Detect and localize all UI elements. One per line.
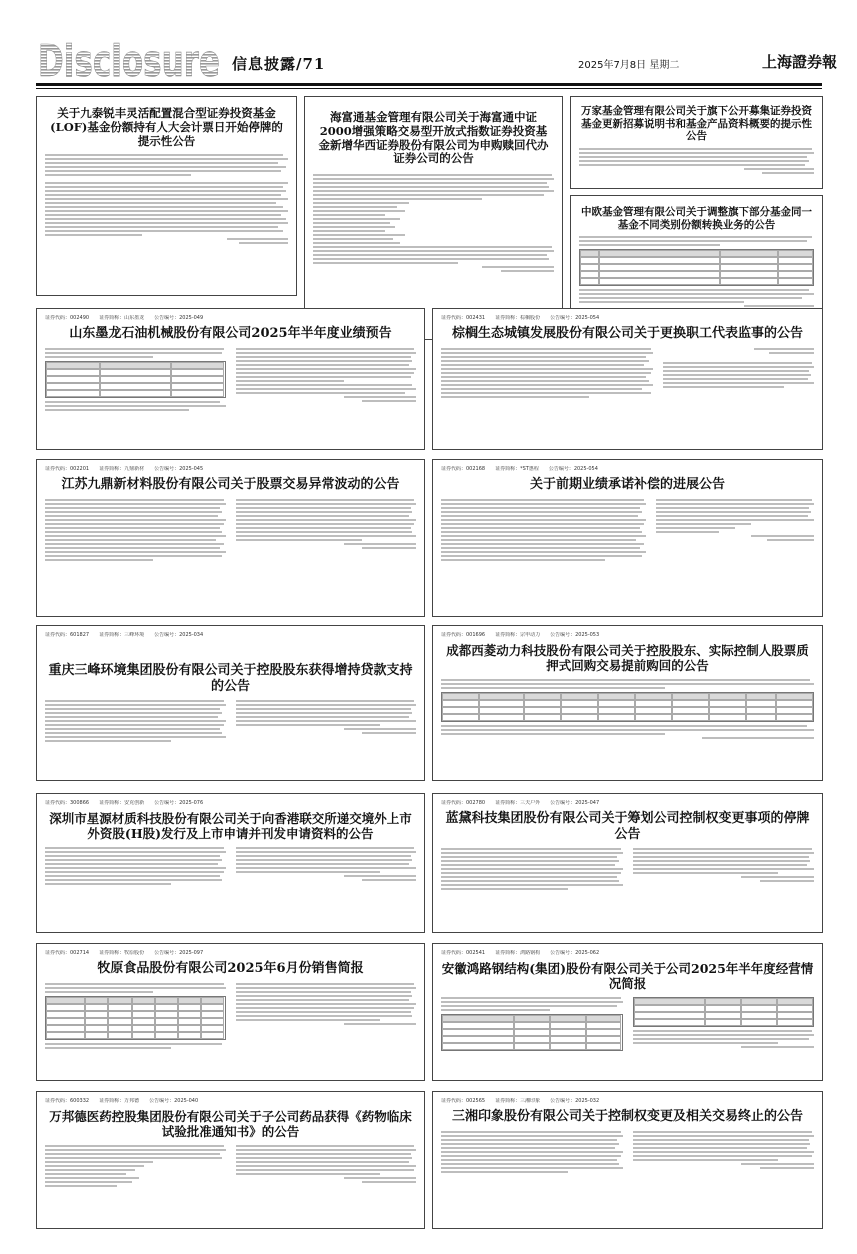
article-title: 安徽鸿路钢结构(集团)股份有限公司关于公司2025年半年度经营情况简报: [441, 961, 814, 991]
article-a13: [36, 943, 425, 1081]
stock-code-line: 证券代码：300866 证券简称：安克创新 公告编号：2025-076: [45, 800, 204, 806]
article-body: [37, 154, 296, 244]
article-title: 牧原食品股份有限公司2025年6月份销售简报: [97, 961, 364, 976]
stock-code-line: 证券代码：002714 证券简称：牧原股份 公告编号：2025-097: [45, 950, 204, 956]
stock-code-line: 证券代码：002490 证券简称：山东墨龙 公告编号：2025-049: [45, 315, 204, 321]
article-title: 万邦德医药控股集团股份有限公司关于子公司药品获得《药物临床试验批准通知书》的公告: [49, 1109, 412, 1139]
stock-code-line: 证券代码：002431 证券简称：棕榈股份 公告编号：2025-054: [441, 315, 600, 321]
article-a10: [432, 625, 823, 781]
fund-table: [579, 249, 814, 286]
stock-code-line: 证券代码：001696 证券简称：宗申动力 公告编号：2025-053: [441, 632, 600, 638]
sales-table: [45, 996, 226, 1040]
article-a3: [570, 96, 823, 189]
operation-table-2: [633, 997, 815, 1027]
article-body: [37, 983, 424, 1051]
section-title: 信息披露/71: [232, 55, 326, 73]
article-body: [433, 997, 822, 1054]
header-rule: [36, 83, 822, 86]
article-body: [433, 1131, 822, 1175]
forecast-table: [45, 361, 226, 398]
pledge-table: [441, 692, 814, 722]
article-title: 蓝黛科技集团股份有限公司关于筹划公司控制权变更事项的停牌公告: [445, 811, 810, 842]
article-title: 成都西菱动力科技股份有限公司关于控股股东、实际控制人股票质押式回购交易提前购回的公告: [446, 643, 809, 673]
article-a11: [36, 793, 425, 933]
article-title: 棕榈生态城镇发展股份有限公司关于更换职工代表监事的公告: [451, 326, 803, 341]
stock-code-line: 证券代码：600332 证券简称：万邦德 公告编号：2025-040: [45, 1098, 199, 1104]
stock-code-line: 证券代码：002168 证券简称：*ST惠程 公告编号：2025-054: [441, 466, 598, 472]
article-body: [37, 348, 424, 413]
article-a1: [36, 96, 297, 296]
article-body: [37, 847, 424, 887]
stock-code-line: 证券代码：002780 证券简称：三夫户外 公告编号：2025-047: [441, 800, 600, 806]
article-a7: [36, 459, 425, 617]
article-title: 深圳市星源材质科技股份有限公司关于向香港联交所递交境外上市外资股(H股)发行及上市申请并刊发申请资料的公告: [49, 811, 412, 841]
operation-table: [441, 1014, 623, 1051]
header-rule-thin: [36, 88, 822, 89]
article-a6: [432, 308, 823, 450]
article-a14: [432, 943, 823, 1081]
masthead-text: Disclosure: [38, 36, 220, 82]
newspaper-logo: 上海證券報: [762, 53, 838, 71]
article-body: [433, 848, 822, 892]
article-title: 关于前期业绩承诺补偿的进展公告: [529, 477, 725, 492]
article-title: 江苏九鼎新材料股份有限公司关于股票交易异常波动的公告: [61, 477, 400, 492]
article-a12: [432, 793, 823, 933]
article-title: 关于九泰锐丰灵活配置混合型证券投资基金(LOF)基金份额持有人大会计票日开始停牌的提示性公告: [50, 106, 283, 148]
article-body: [433, 499, 822, 563]
article-a2: [304, 96, 563, 340]
article-body: [305, 174, 562, 272]
article-body: [37, 1145, 424, 1189]
article-a8: [432, 459, 823, 617]
article-a15: [36, 1091, 425, 1229]
article-title: 三湘印象股份有限公司关于控制权变更及相关交易终止的公告: [451, 1109, 803, 1124]
article-a16: [432, 1091, 823, 1229]
stock-code-line: 证券代码：002201 证券简称：九鼎新材 公告编号：2025-045: [45, 466, 204, 472]
article-body: [571, 148, 822, 174]
masthead-logo: [36, 36, 222, 82]
article-body: [433, 679, 822, 739]
article-a9: [36, 625, 425, 781]
article-title: 重庆三峰环境集团股份有限公司关于控股股东获得增持贷款支持的公告: [48, 663, 413, 694]
stock-code-line: 证券代码：002565 证券简称：三湘印象 公告编号：2025-032: [441, 1098, 600, 1104]
stock-code-line: 证券代码：002541 证券简称：鸿路钢构 公告编号：2025-062: [441, 950, 600, 956]
article-body: [37, 700, 424, 744]
article-a5: [36, 308, 425, 450]
date-line: 2025年7月8日 星期二: [578, 60, 680, 71]
article-title: 山东墨龙石油机械股份有限公司2025年半年度业绩预告: [69, 326, 392, 341]
article-body: [37, 499, 424, 563]
article-title: 万家基金管理有限公司关于旗下公开募集证券投资基金更新招募说明书和基金产品资料概要的提示性公告: [581, 105, 812, 143]
article-title: 中欧基金管理有限公司关于调整旗下部分基金同一基金不同类别份额转换业务的公告: [581, 206, 812, 231]
article-title: 海富通基金管理有限公司关于海富通中证2000增强策略交易型开放式指数证券投资基金新增华西证券股份有限公司为申购赎回代办证券公司的公告: [318, 110, 549, 166]
article-body: [571, 236, 822, 311]
article-body: [433, 348, 822, 400]
stock-code-line: 证券代码：601827 证券简称：三峰环境 公告编号：2025-034: [45, 632, 204, 638]
